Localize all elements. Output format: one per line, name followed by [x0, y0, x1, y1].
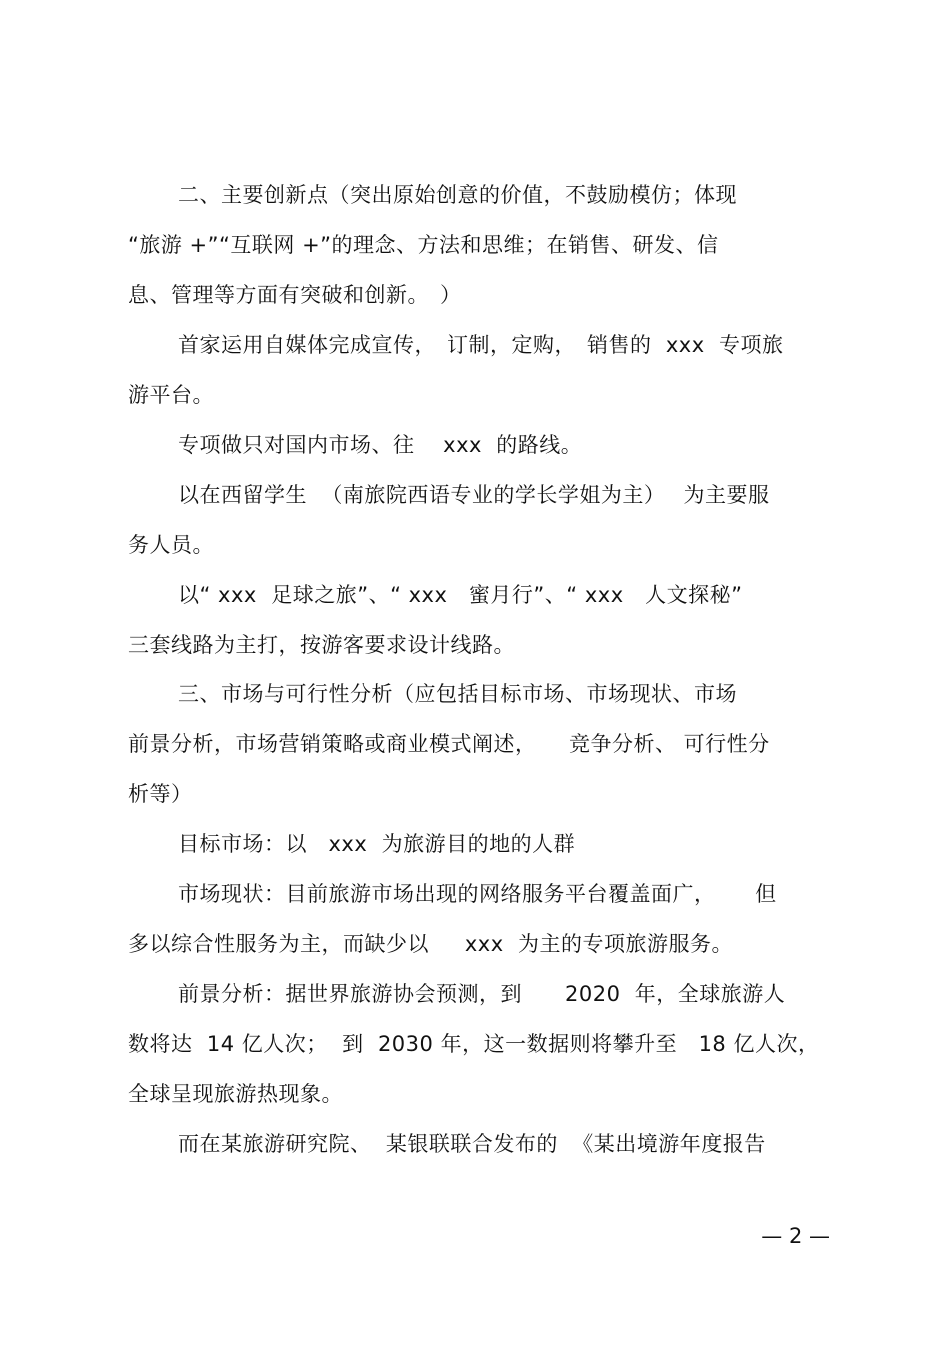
paragraph-line: 三套线路为主打，按游客要求设计线路。	[128, 633, 515, 657]
page-number: — 2 —	[761, 1224, 830, 1248]
paragraph-line: 务人员。	[128, 533, 214, 557]
section-2-heading-line-1: 二、主要创新点（突出原始创意的价值，不鼓励模仿；体现	[178, 183, 737, 207]
paragraph-line: 而在某旅游研究院、 某银联联合发布的 《某出境游年度报告	[178, 1132, 766, 1156]
paragraph-line: 以在西留学生 （南旅院西语专业的学长学姐为主） 为主要服	[178, 483, 770, 507]
section-2-heading-line-3: 息、管理等方面有突破和创新。 ）	[128, 283, 462, 307]
section-3-heading-line-3: 析等）	[128, 782, 193, 806]
paragraph-line: 数将达 14 亿人次； 到 2030 年，这一数据则将攀升至 18 亿人次，	[128, 1032, 820, 1056]
paragraph-line: 前景分析：据世界旅游协会预测，到 2020 年，全球旅游人	[178, 982, 786, 1006]
paragraph-line: 以“ xxx 足球之旅”、“ xxx 蜜月行”、“ xxx 人文探秘”	[178, 583, 743, 607]
section-3-heading-line-2: 前景分析，市场营销策略或商业模式阐述， 竞争分析、 可行性分	[128, 732, 770, 756]
paragraph-line: 全球呈现旅游热现象。	[128, 1082, 343, 1106]
paragraph-line: 目标市场：以 xxx 为旅游目的地的人群	[178, 832, 576, 856]
section-2-heading-line-2: “旅游 +”“互联网 +”的理念、方法和思维；在销售、研发、信	[128, 233, 719, 257]
paragraph-line: 首家运用自媒体完成宣传， 订制，定购， 销售的 xxx 专项旅	[178, 333, 784, 357]
paragraph-line: 游平台。	[128, 383, 214, 407]
paragraph-line: 专项做只对国内市场、往 xxx 的路线。	[178, 433, 583, 457]
paragraph-line: 市场现状：目前旅游市场出现的网络服务平台覆盖面广， 但	[178, 882, 777, 906]
section-3-heading-line-1: 三、市场与可行性分析（应包括目标市场、市场现状、市场	[178, 682, 737, 706]
paragraph-line: 多以综合性服务为主，而缺少以 xxx 为主的专项旅游服务。	[128, 932, 733, 956]
